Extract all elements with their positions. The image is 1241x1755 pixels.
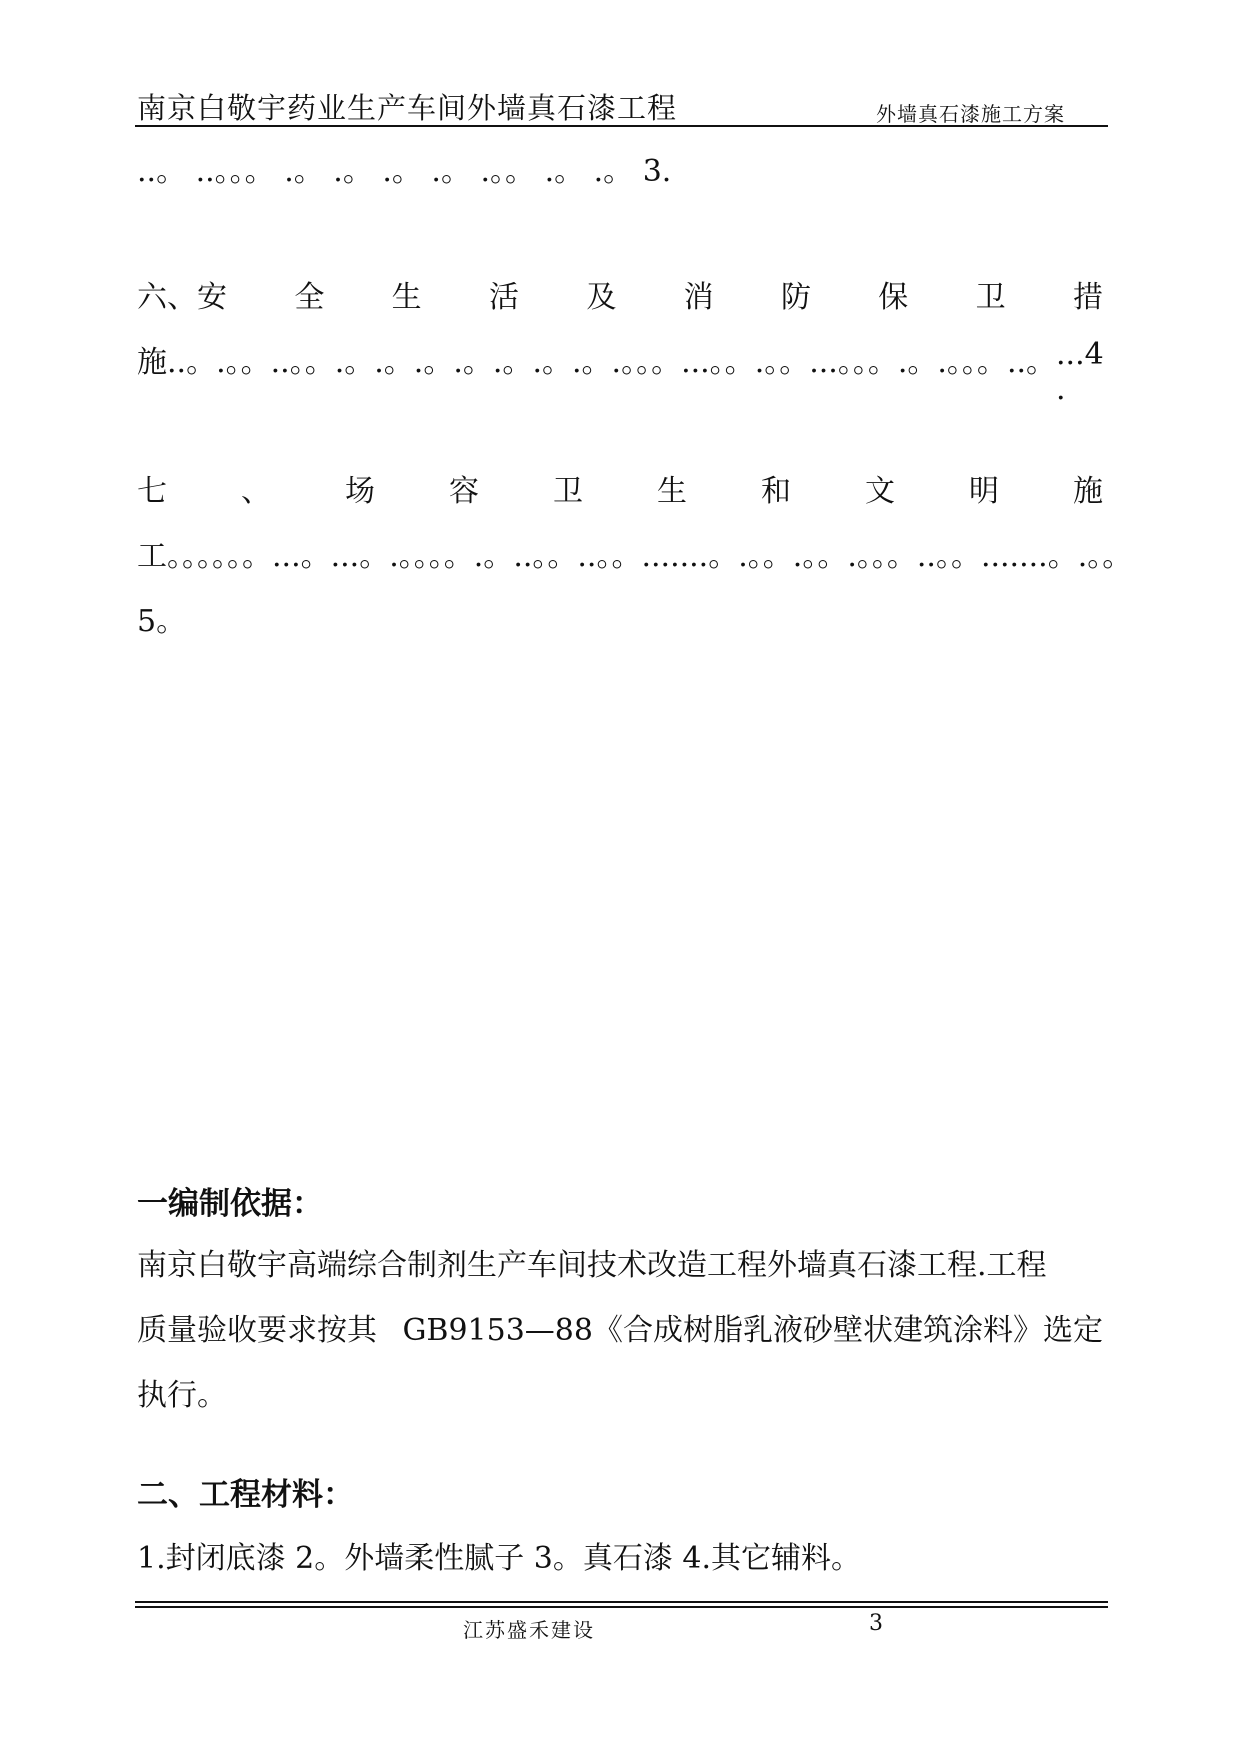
toc-item-6 bbox=[137, 272, 1103, 316]
toc-leader-part: .。 bbox=[374, 345, 414, 380]
toc-leader-part: .。 bbox=[453, 345, 493, 380]
toc-leader-part: ...。。。 bbox=[809, 345, 898, 380]
toc-leader-part: ...。 bbox=[272, 539, 331, 574]
toc-item-6-char: 六、安 bbox=[137, 280, 227, 315]
paragraph-line: 执行。 bbox=[137, 1378, 227, 1413]
toc-leader-part: ..。。 bbox=[577, 539, 642, 574]
toc-leader-part: 施 bbox=[137, 345, 167, 380]
toc-line-section5: ..。 ..。。。 .。 .。 .。 .。 .。。 .。 .。 3. bbox=[137, 154, 672, 189]
toc-leader-part: .。 bbox=[492, 345, 533, 380]
toc-item-7-char: 七 bbox=[137, 474, 167, 509]
paragraph-text: GB9153—88《合成树脂乳液砂壁状建筑涂料》选定 bbox=[402, 1313, 1103, 1348]
toc-leader-part: .。 bbox=[413, 345, 454, 380]
paragraph-line bbox=[137, 1305, 1103, 1349]
toc-leader-part: .。 bbox=[571, 345, 612, 380]
toc-leader-part: .。 bbox=[532, 345, 572, 380]
toc-leader-part: .。。。。 bbox=[389, 539, 474, 574]
toc-page-number: 5。 bbox=[137, 604, 187, 639]
toc-leader-part: .......。 bbox=[641, 539, 739, 574]
toc-leader-part: .。。 bbox=[738, 539, 793, 574]
toc-leader-part: .。。 bbox=[792, 539, 848, 574]
toc-leader-part: .。。。 bbox=[611, 345, 682, 380]
toc-item-6-char: 消 bbox=[683, 280, 714, 315]
toc-item-6-char: 防 bbox=[780, 280, 811, 315]
toc-leader-part: .。。 bbox=[754, 345, 810, 380]
toc-item-7-char: 卫 bbox=[553, 474, 583, 509]
toc-item-7-char: 、 bbox=[241, 474, 271, 509]
toc-leader-part: 工 bbox=[137, 539, 167, 574]
header-project-title: 南京白敬宇药业生产车间外墙真石漆工程 bbox=[137, 91, 678, 125]
toc-item-7-char: 明 bbox=[969, 474, 999, 509]
footer-page-number: 3 bbox=[869, 1611, 883, 1636]
toc-item-6-char: 生 bbox=[391, 280, 422, 315]
footer-divider bbox=[135, 1601, 1108, 1603]
toc-leader-part: .。。 bbox=[216, 345, 271, 380]
paragraph-line bbox=[137, 1240, 1103, 1284]
toc-item-7 bbox=[137, 466, 1103, 510]
paragraph-text: 南京白敬宇高端综合制剂生产车间技术改造工程外墙真石漆工程.工程 bbox=[137, 1248, 1047, 1283]
toc-leader-part: .。。 bbox=[1077, 539, 1133, 574]
toc-leader-part: .。 bbox=[897, 345, 938, 380]
paragraph-text: 质量验收要求按其 bbox=[137, 1313, 377, 1348]
toc-leader-part: ..。。 bbox=[513, 539, 578, 574]
toc-item-7-char: 施 bbox=[1073, 474, 1103, 509]
toc-item-6-char: 保 bbox=[878, 280, 909, 315]
toc-item-6-char: 卫 bbox=[975, 280, 1006, 315]
toc-leader-part: 。。。。。。 bbox=[167, 539, 272, 574]
header-document-type: 外墙真石漆施工方案 bbox=[876, 102, 1065, 126]
toc-leader-part: .。 bbox=[473, 539, 514, 574]
toc-item-6-char: 活 bbox=[488, 280, 519, 315]
toc-leader-part: ..。 bbox=[1006, 345, 1057, 380]
toc-leader-part: ...。 bbox=[330, 539, 390, 574]
header-divider bbox=[135, 125, 1108, 127]
footer-company: 江苏盛禾建设 bbox=[463, 1618, 595, 1642]
toc-item-7-char: 生 bbox=[657, 474, 687, 509]
toc-item-7-char: 文 bbox=[865, 474, 895, 509]
toc-item-7-char: 容 bbox=[449, 474, 479, 509]
section-heading-materials: 二、工程材料： bbox=[137, 1477, 354, 1513]
toc-leader-part: .......。 bbox=[980, 539, 1078, 574]
section-heading-basis: 一编制依据： bbox=[137, 1186, 323, 1222]
toc-leader-part: .。。。 bbox=[847, 539, 917, 574]
materials-list: 1.封闭底漆 2。外墙柔性腻子 3。真石漆 4.其它辅料。 bbox=[137, 1541, 862, 1576]
toc-leader-part: ..。。 bbox=[270, 345, 335, 380]
toc-page-number: ...4 . bbox=[1056, 337, 1104, 407]
toc-item-7-char: 和 bbox=[761, 474, 791, 509]
toc-item-6-leader bbox=[137, 337, 1103, 407]
footer-divider bbox=[135, 1606, 1108, 1608]
toc-item-6-char: 及 bbox=[586, 280, 617, 315]
toc-item-6-char: 全 bbox=[294, 280, 325, 315]
toc-leader-part: ..。 bbox=[167, 345, 217, 380]
toc-item-7-char: 场 bbox=[345, 474, 375, 509]
toc-leader-part: ...。。 bbox=[681, 345, 755, 380]
toc-leader-part: .。。。 bbox=[937, 345, 1007, 380]
toc-leader-part: .。 bbox=[334, 345, 375, 380]
toc-item-6-char: 措 bbox=[1072, 280, 1103, 315]
toc-leader-part: ..。。 bbox=[916, 539, 981, 574]
toc-item-7-leader bbox=[137, 531, 1133, 575]
